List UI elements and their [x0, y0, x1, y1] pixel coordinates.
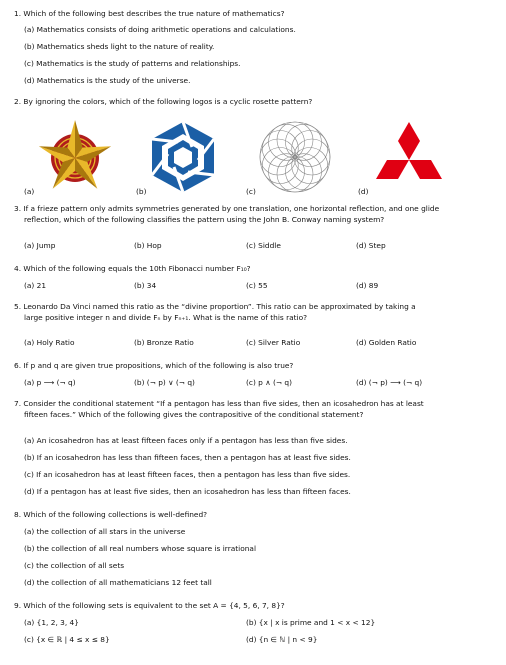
question-3-option-d[interactable]: (d) Step [356, 241, 386, 250]
logo-label-b: (b) [136, 187, 147, 196]
question-6-option-d[interactable]: (d) (¬ p) ⟶ (¬ q) [356, 378, 423, 387]
circle-rosette-logo[interactable] [258, 120, 332, 194]
question-5-option-a[interactable]: (a) Holy Ratio [24, 338, 75, 347]
question-8-option-d[interactable]: (d) the collection of all mathematicians 12 feet tall [24, 578, 212, 587]
question-7-option-d[interactable]: (d) If a pentagon has at least five sides, then an icosahedron has less than fifteen faces. [24, 487, 351, 496]
question-5-option-d[interactable]: (d) Golden Ratio [356, 338, 417, 347]
star-rosette-logo[interactable] [36, 118, 114, 196]
question-8-option-a[interactable]: (a) the collection of all stars in the universe [24, 527, 186, 536]
question-4-option-d[interactable]: (d) 89 [356, 281, 379, 290]
question-1-option-a[interactable]: (a) Mathematics consists of doing arithmetic operations and calculations. [24, 25, 296, 34]
logo-label-d: (d) [358, 187, 369, 196]
question-4-option-a[interactable]: (a) 21 [24, 281, 47, 290]
question-5-option-b[interactable]: (b) Bronze Ratio [134, 338, 194, 347]
question-6 [14, 360, 494, 371]
question-7-option-b[interactable]: (b) If an icosahedron has less than fifteen faces, then a pentagon has at least five sides. [24, 453, 351, 462]
question-1 [14, 8, 494, 19]
question-1-text: 1. Which of the following best describes the true nature of mathematics? [14, 9, 285, 18]
question-4-option-b[interactable]: (b) 34 [134, 281, 157, 290]
question-4-text: 4. Which of the following equals the 10th Fibonacci number F₁₀? [14, 264, 251, 273]
question-4-option-c[interactable]: (c) 55 [246, 281, 268, 290]
question-6-text: 6. If p and q are given true propositions, which of the following is also true? [14, 361, 294, 370]
question-2-text: 2. By ignoring the colors, which of the following logos is a cyclic rosette pattern? [14, 97, 313, 106]
question-6-option-b[interactable]: (b) (¬ p) ∨ (¬ q) [134, 378, 195, 387]
question-7-line-2: fifteen faces.” Which of the following gives the contrapositive of the conditional statement? [24, 410, 364, 419]
question-7-option-a[interactable]: (a) An icosahedron has at least fifteen faces only if a pentagon has less than five sides. [24, 436, 348, 445]
question-9-text: 9. Which of the following sets is equivalent to the set A = {4, 5, 6, 7, 8}? [14, 601, 285, 610]
question-3-option-b[interactable]: (b) Hop [134, 241, 162, 250]
question-1-option-c[interactable]: (c) Mathematics is the study of patterns and relationships. [24, 59, 241, 68]
question-3-option-a[interactable]: (a) Jump [24, 241, 56, 250]
logo-label-a: (a) [24, 187, 35, 196]
question-9-option-d[interactable]: (d) {n ∈ ℕ | n < 9} [246, 635, 318, 644]
three-diamond-logo[interactable] [366, 120, 452, 196]
question-9-option-b[interactable]: (b) {x | x is prime and 1 < x < 12} [246, 618, 376, 627]
question-8-option-c[interactable]: (c) the collection of all sets [24, 561, 125, 570]
question-5-line-1: 5. Leonardo Da Vinci named this ratio as the “divine proportion”. This ratio can be approximated by taking a [14, 302, 416, 311]
question-3-option-c[interactable]: (c) Siddle [246, 241, 281, 250]
question-3-line-2: reflection, which of the following classifies the pattern using the John B. Conway naming system? [24, 215, 385, 224]
hexagon-rosette-logo[interactable] [148, 120, 218, 194]
question-6-option-a[interactable]: (a) p ⟶ (¬ q) [24, 378, 76, 387]
question-1-option-b[interactable]: (b) Mathematics sheds light to the nature of reality. [24, 42, 215, 51]
question-3 [14, 203, 494, 225]
question-8 [14, 509, 494, 520]
question-4 [14, 263, 494, 274]
question-5-line-2: large positive integer n and divide Fₙ by Fₙ₊₁. What is the name of this ratio? [24, 313, 308, 322]
question-7-line-1: 7. Consider the conditional statement “If a pentagon has less than five sides, then an icosahedron has at least [14, 399, 424, 408]
question-2 [14, 96, 494, 107]
question-7 [14, 398, 494, 420]
question-3-line-1: 3. If a frieze pattern only admits symmetries generated by one translation, one horizontal reflection, and one glide [14, 204, 440, 213]
question-5-option-c[interactable]: (c) Silver Ratio [246, 338, 301, 347]
question-9 [14, 600, 494, 611]
question-5 [14, 301, 494, 323]
question-7-option-c[interactable]: (c) If an icosahedron has at least fifteen faces, then a pentagon has less than five sides. [24, 470, 351, 479]
question-9-option-c[interactable]: (c) {x ∈ ℝ | 4 ≤ x ≤ 8} [24, 635, 110, 644]
question-6-option-c[interactable]: (c) p ∧ (¬ q) [246, 378, 292, 387]
question-9-option-a[interactable]: (a) {1, 2, 3, 4} [24, 618, 79, 627]
question-8-option-b[interactable]: (b) the collection of all real numbers whose square is irrational [24, 544, 256, 553]
logo-label-c: (c) [246, 187, 256, 196]
question-8-text: 8. Which of the following collections is well-defined? [14, 510, 208, 519]
question-1-option-d[interactable]: (d) Mathematics is the study of the universe. [24, 76, 191, 85]
